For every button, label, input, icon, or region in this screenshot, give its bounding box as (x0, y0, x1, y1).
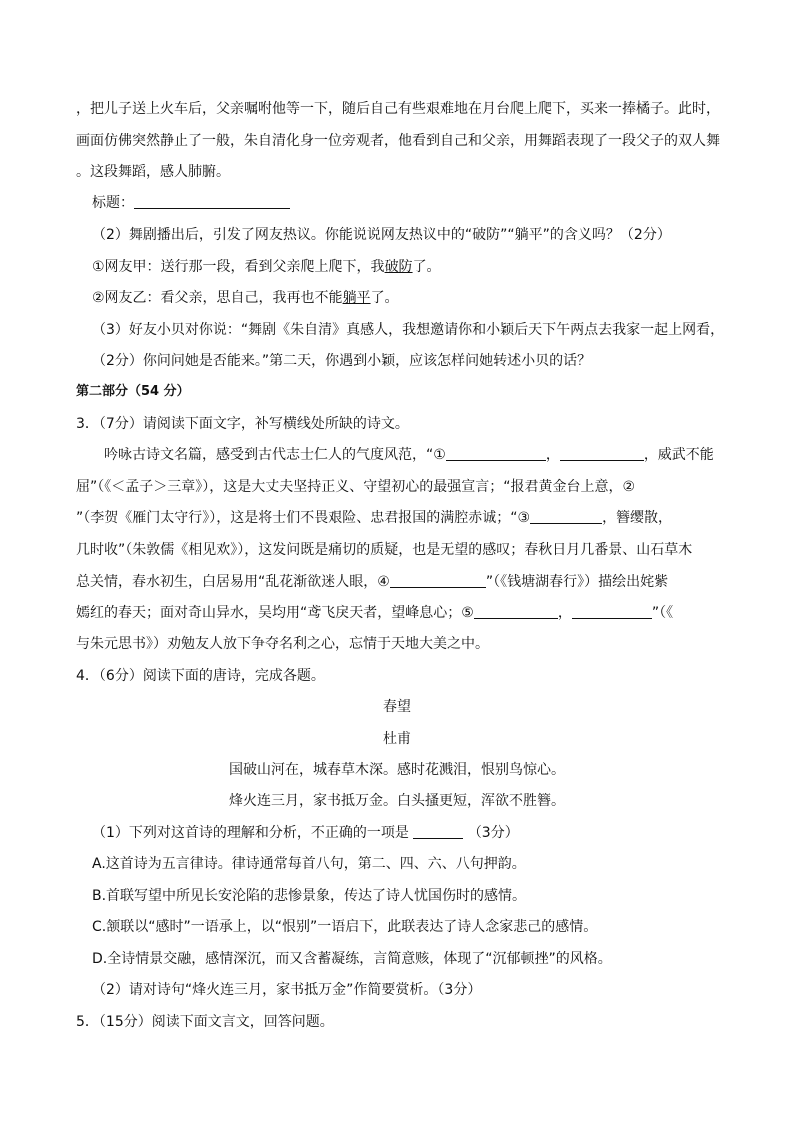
blank-5a[interactable] (474, 604, 558, 619)
option-d: D.全诗情景交融，感情深沉，而又含蓄凝练，言简意赅，体现了“沉郁顿挫”的风格。 (92, 951, 612, 967)
option-a: A.这首诗为五言律诗。律诗通常每首八句，第二、四、六、八句押韵。 (92, 856, 526, 872)
underlined-term-a: 破防 (384, 259, 413, 275)
q3-line-5: 总关情，春水初生，白居易用“乱花渐欲迷人眼，④ ”（《钱塘湖春行》）描绘出姹紫 (76, 574, 669, 590)
q3-line-6: 嫣红的春天；面对奇山异水，吴均用“鸢飞戾天者，望峰息心；⑤ ， ”（《 (76, 605, 674, 621)
title-label: 标题： (92, 195, 134, 211)
title-blank[interactable] (134, 194, 290, 209)
q2-2-comment-a: ①网友甲：送行那一段，看到父亲爬上爬下，我破防了。 (92, 259, 441, 275)
q2-3-line-2: （2分）你问问她是否能来。”第二天，你遇到小颖，应该怎样问她转述小贝的话？ (92, 353, 592, 369)
q3-line-7: 与朱元思书》）劝勉友人放下争夺名利之心，忘情于天地大美之中。 (76, 636, 489, 652)
blank-4[interactable] (390, 573, 486, 588)
q4-heading: 4．（6分）阅读下面的唐诗，完成各题。 (76, 668, 325, 684)
q3-heading: 3．（7分）请阅读下面文字，补写横线处所缺的诗文。 (76, 416, 409, 432)
intro-line-3: 。这段舞蹈，感人肺腑。 (76, 164, 230, 180)
blank-1b[interactable] (560, 446, 644, 461)
q3-line-2: 屈”（《＜孟子＞三章》），这是大丈夫坚持正义、守望初心的最强宣言；“报君黄金台上意，② (76, 479, 636, 495)
blank-5b[interactable] (572, 604, 652, 619)
q4-sub2: （2）请对诗句“烽火连三月，家书抵万金”作简要赏析。（3分） (92, 982, 482, 998)
blank-3[interactable] (530, 509, 602, 524)
poem-author: 杜甫 (383, 731, 411, 747)
answer-blank[interactable] (413, 824, 463, 839)
blank-1a[interactable] (446, 446, 546, 461)
q5-heading: 5．（15分）阅读下面文言文，回答问题。 (76, 1014, 334, 1030)
q3-line-3: ”（李贺《雁门太守行》），这是将士们不畏艰险、忠君报国的满腔赤诚；“③ ，簪缨散， (76, 510, 673, 526)
q2-2-comment-b: ②网友乙：看父亲，思自己，我再也不能躺平了。 (92, 290, 399, 306)
q2-2-prompt: （2）舞剧播出后，引发了网友热议。你能说说网友热议中的“破防”“躺平”的含义吗？（2分） (92, 227, 671, 243)
part2-heading: 第二部分（54 分） (76, 384, 190, 399)
q3-line-1: 吟咏古诗文名篇，感受到古代志士仁人的气度风范，“① ， ，威武不能 (104, 447, 714, 463)
poem-title: 春望 (383, 699, 411, 715)
q3-line-4: 几时收”（朱敦儒《相见欢》），这发问既是痛切的质疑，也是无望的感叹；春秋日月几番景、山石草木 (76, 542, 693, 558)
intro-line-2: 画面仿佛突然静止了一般，朱自清化身一位旁观者，他看到自己和父亲，用舞蹈表现了一段父子的双人舞 (76, 133, 720, 149)
option-c: C.颔联以“感时”一语承上，以“恨别”一语启下，此联表达了诗人念家悲己的感情。 (92, 919, 598, 935)
underlined-term-b: 躺平 (342, 290, 371, 306)
option-b: B.首联写望中所见长安沦陷的悲惨景象，传达了诗人忧国伤时的感情。 (92, 888, 527, 904)
poem-line-1: 国破山河在，城春草木深。感时花溅泪，恨别鸟惊心。 (229, 762, 565, 778)
q4-sub1: （1）下列对这首诗的理解和分析，不正确的一项是 （3分） (92, 825, 519, 841)
q2-3-line-1: （3）好友小贝对你说：“舞剧《朱自清》真感人，我想邀请你和小颖后天下午两点去我家一起上网看， (92, 322, 725, 338)
poem-line-2: 烽火连三月，家书抵万金。白头搔更短，浑欲不胜簪。 (229, 793, 565, 809)
intro-line-1: ，把儿子送上火车后，父亲嘱咐他等一下，随后自己有些艰难地在月台爬上爬下，买来一捧橘子。此时， (76, 101, 720, 117)
title-answer-row (92, 193, 290, 213)
